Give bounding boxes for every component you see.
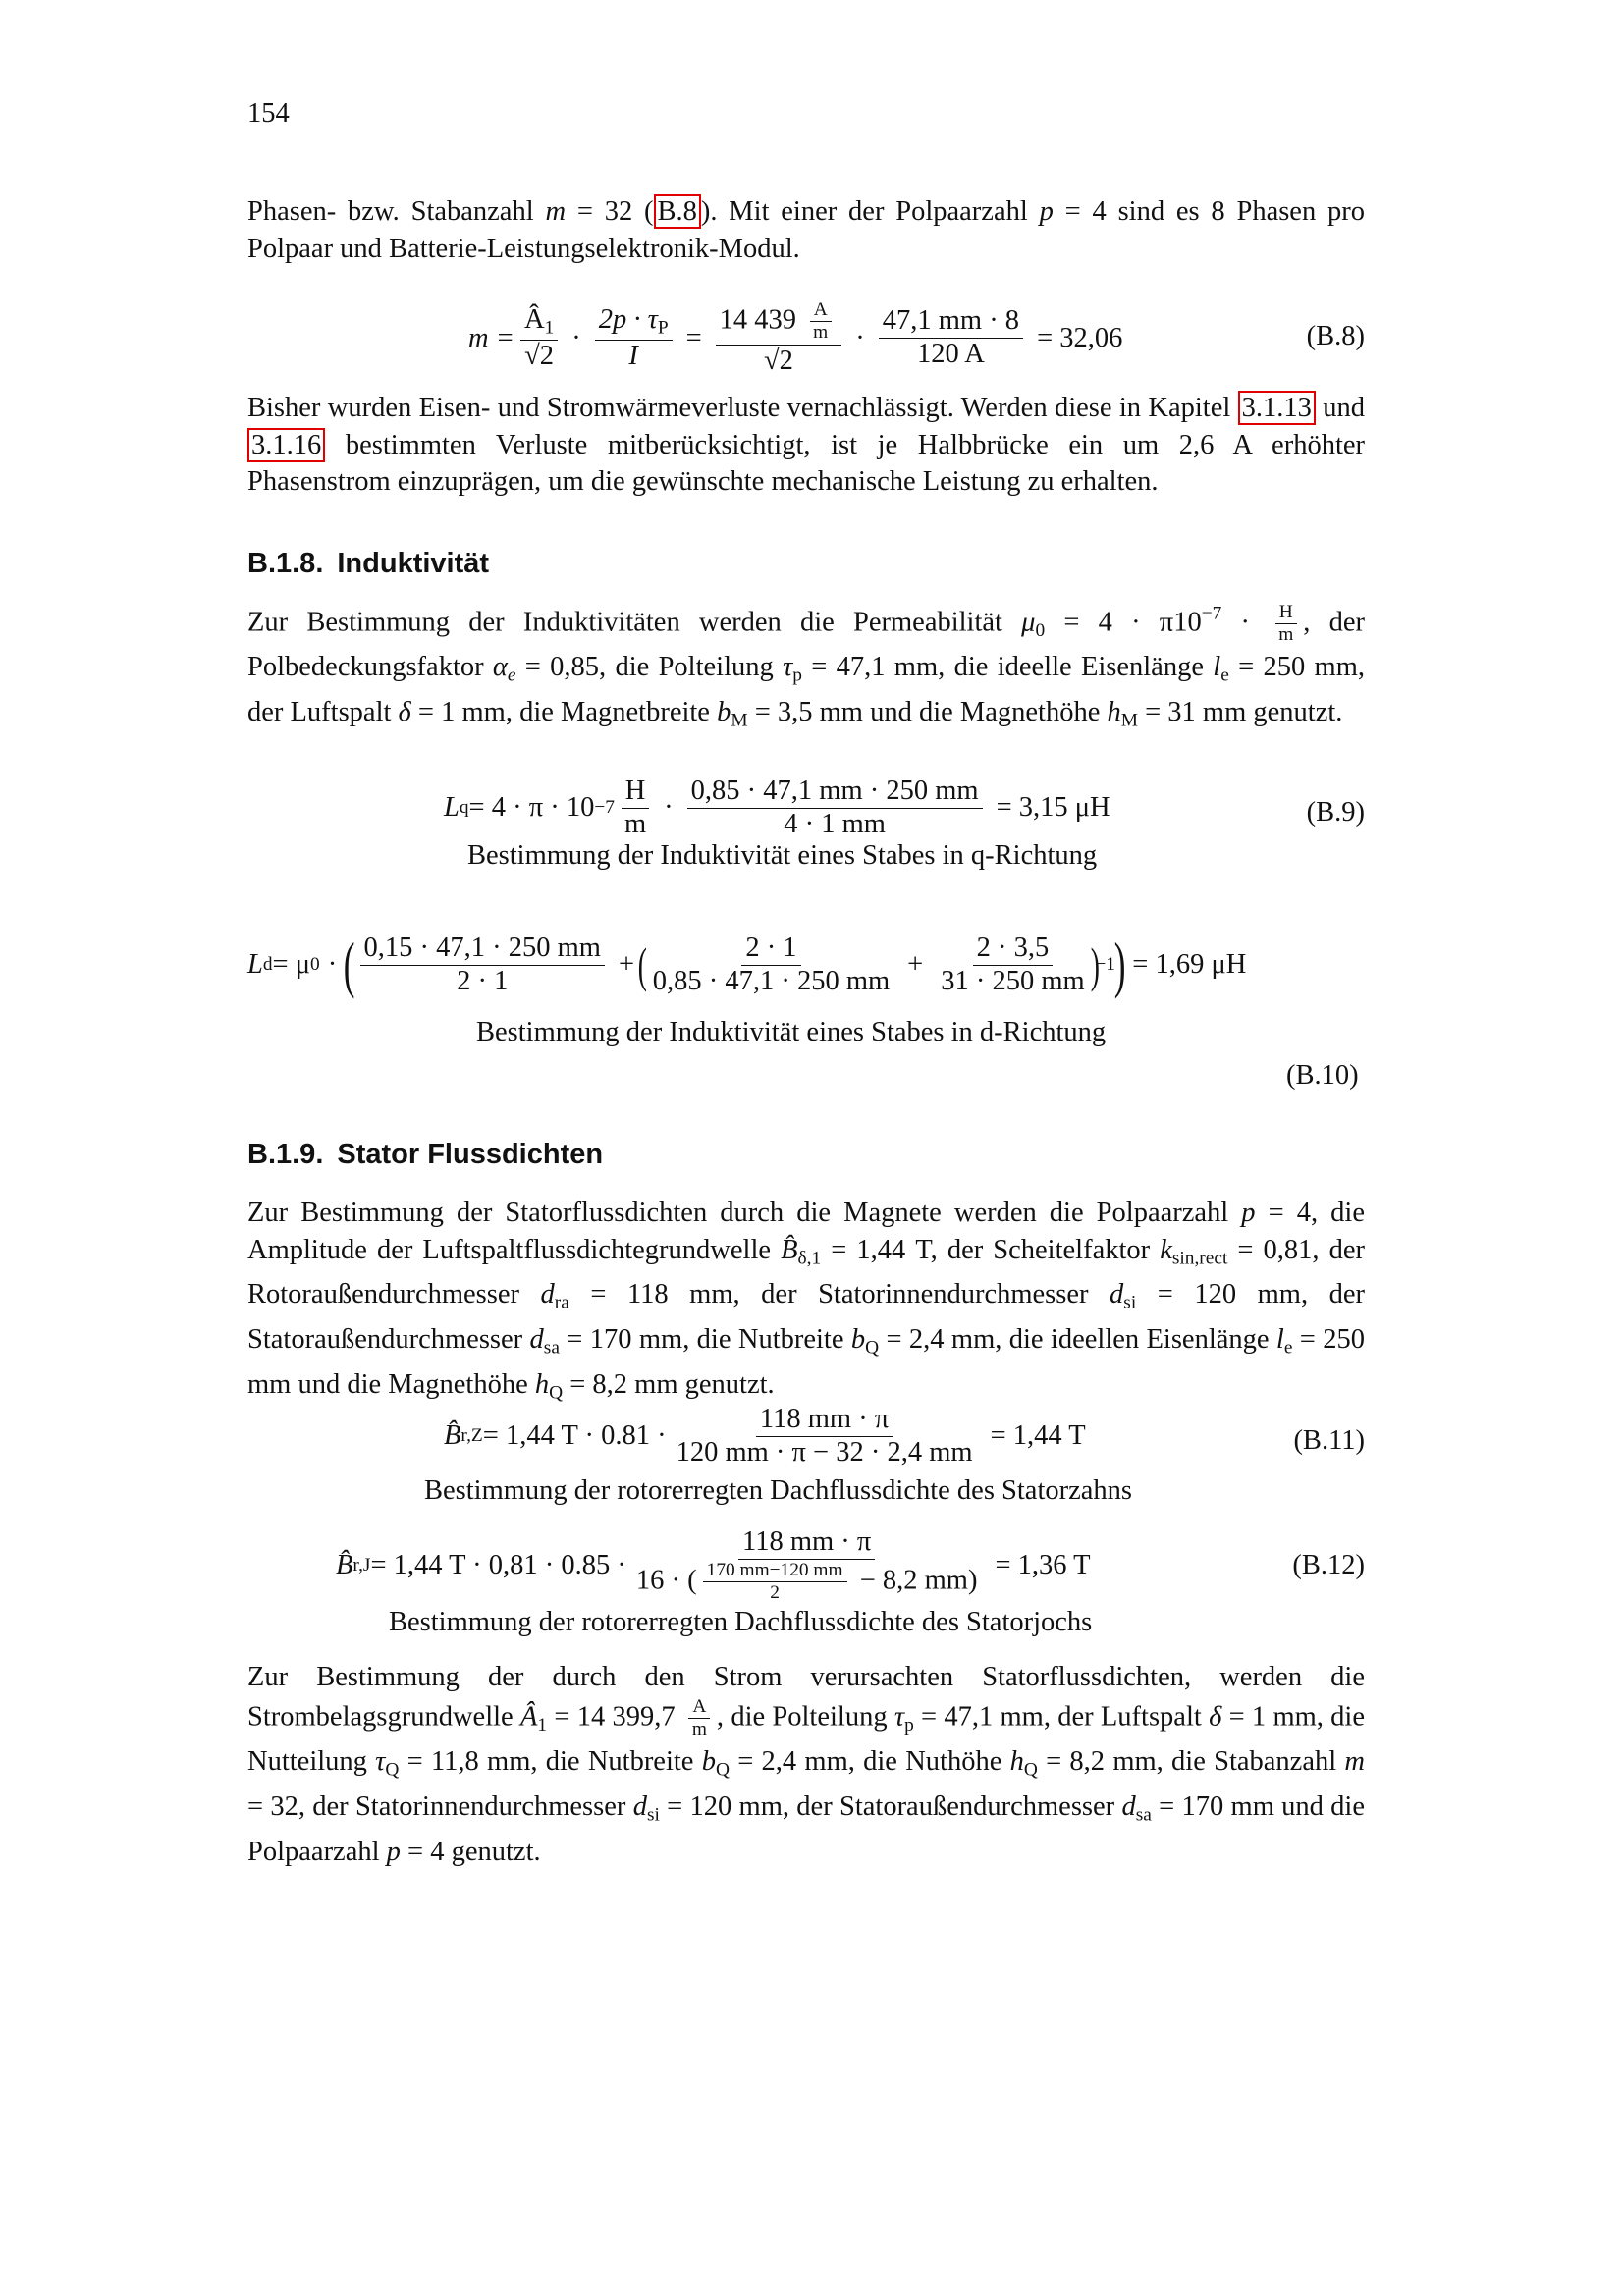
equation-number: (B.8) — [1306, 321, 1365, 351]
intro-paragraph: Phasen- bzw. Stabanzahl m = 32 ( B.8 ). Mit einer der Polpaarzahl p = 4 sind es 8 Phasen pro Polpaar und Batterie-Leistungselektronik-Modul. — [247, 196, 1366, 264]
equation-number: (B.9) — [1306, 797, 1365, 828]
equation-b11: B̂ r,Z = 1,44 T · 0.81 · $\frac{118 mm \cdot \pi}{120 mm \cdot \pi - 32 \cdot 2,4 mm}$ = 1,44 T (B.11) — [444, 1404, 1365, 1468]
losses-paragraph: Bisher wurden Eisen- und Stromwärmeverluste vernachlässigt. Werden diese in Kapitel 3.1.13 und 3.1.16 bestimmten Verluste mitberücksichtigt, ist je Halbbrücke ein um 2,6 A erhöhter Phasenstrom einzuprägen, um die gewünschte mechanische Leistung zu erhalten. — [247, 393, 1366, 497]
equation-number: (B.11) — [1293, 1425, 1365, 1456]
flux-paragraph-1: Zur Bestimmung der Statorflussdichten durch die Magnete werden die Polpaarzahl p = 4, die Amplitude der Luftspaltflussdichtegrundwelle $B̂_{\delta,1} = 1,44$ T, der Scheitelfaktor $k_{sin,rect} = 0,81$, der Rotoraußendurchmesser $d_{ra} = 118$ mm, der Statorinnendurchmesser $d_{si} = 120$ mm, der Statoraußendurchmesser $d_{sa} = 170$ mm, die Nutbreite $b_Q = 2,4$ mm, die ideellen Eisenlänge $l_e = 250$ mm und die Magnethöhe $h_Q = 8,2$ mm genutzt. — [247, 1198, 1366, 1404]
equation-b10: L d = μ 0 · ( $\frac{0,15 \cdot 47,1 \cdot 250 mm}{2 \cdot 1}$ + ( $\frac{2 \cdot 1}{0,85 \cdot 47,1 \cdot 250 mm}$ + $\frac{2 \cdot 3,5}{31 \cdot 250 mm}$ ) −1 ) = 1,69 μH — [247, 930, 1247, 1000]
equation-number: (B.10) — [1286, 1060, 1359, 1091]
section-heading-b19: B.1.9. Stator Flussdichten — [247, 1139, 604, 1170]
equation-caption: Bestimmung der rotorerregten Dachflussdichte des Statorjochs — [389, 1607, 1093, 1637]
equation-caption: Bestimmung der Induktivität eines Stabes in d-Richtung — [476, 1017, 1107, 1047]
equation-b9: L q = 4 · π · 10 −7 $\frac{H}{m}$ · $\frac{0,85 \cdot 47,1 mm \cdot 250 mm}{4 \cdot 1 mm}$ = 3,15 μH (B.9) — [444, 775, 1365, 839]
section-heading-b18: B.1.8. Induktivität — [247, 548, 490, 579]
flux-paragraph-2: Zur Bestimmung der durch den Strom verursachten Statorflussdichten, werden die Strombelagsgrundwelle $Â_1 = 14$ 399,7 $\frac{A}{m}$ , die Polteilung $\tau_p = 47,1$ mm, der Luftspalt δ = 1 mm, die Nutteilung $\tau_Q = 11,8$ mm, die Nutbreite $b_Q = 2,4$ mm, die Nuthöhe $h_Q = 8,2$ mm, die Stabanzahl m = 32, der Statorinnendurchmesser $d_{si} = 120$ mm, der Statoraußendurchmesser $d_{sa} = 170$ mm und die Polpaarzahl p = 4 genutzt. — [247, 1662, 1366, 1867]
equation-b8: m = $\frac{Â_1}{√2}$ · $\frac{2p \cdot \tau_P}{I}$ = 14 439 $\frac{A}{m}$ √2 · $\frac{47,1 mm \cdot 8}{120 A}$ = 32,06 (B.8) — [468, 299, 1365, 376]
equation-link-b8[interactable]: B.8 — [654, 194, 701, 229]
inductance-paragraph: Zur Bestimmung der Induktivitäten werden die Permeabilität $\mu_0 = 4 \cdot \pi 10^{-7}$ · $\frac{H}{m}$ , der Polbedeckungsfaktor $\alpha_e = 0,85$, die Polteilung $\tau_p = 47,1$ mm, die ideelle Eisenlänge $l_e = 250$ mm, der Luftspalt δ = 1 mm, die Magnetbreite $b_M = 3,5$ mm und die Magnethöhe $h_M = 31$ mm genutzt. — [247, 602, 1366, 731]
equation-b12: B̂ r,J = 1,44 T · 0,81 · 0.85 · 118 mm · π 16 · ( $\frac{170 mm-120 mm}{2}$ − 8,2 mm) = 1,36 T (B.12) — [336, 1526, 1365, 1604]
equation-number: (B.12) — [1292, 1550, 1365, 1580]
section-link-3-1-13[interactable]: 3.1.13 — [1238, 391, 1316, 425]
page-number: 154 — [247, 98, 290, 129]
equation-caption: Bestimmung der rotorerregten Dachflussdichte des Statorzahns — [424, 1475, 1133, 1506]
equation-caption: Bestimmung der Induktivität eines Stabes in q-Richtung — [467, 840, 1098, 871]
section-link-3-1-16[interactable]: 3.1.16 — [247, 428, 325, 462]
